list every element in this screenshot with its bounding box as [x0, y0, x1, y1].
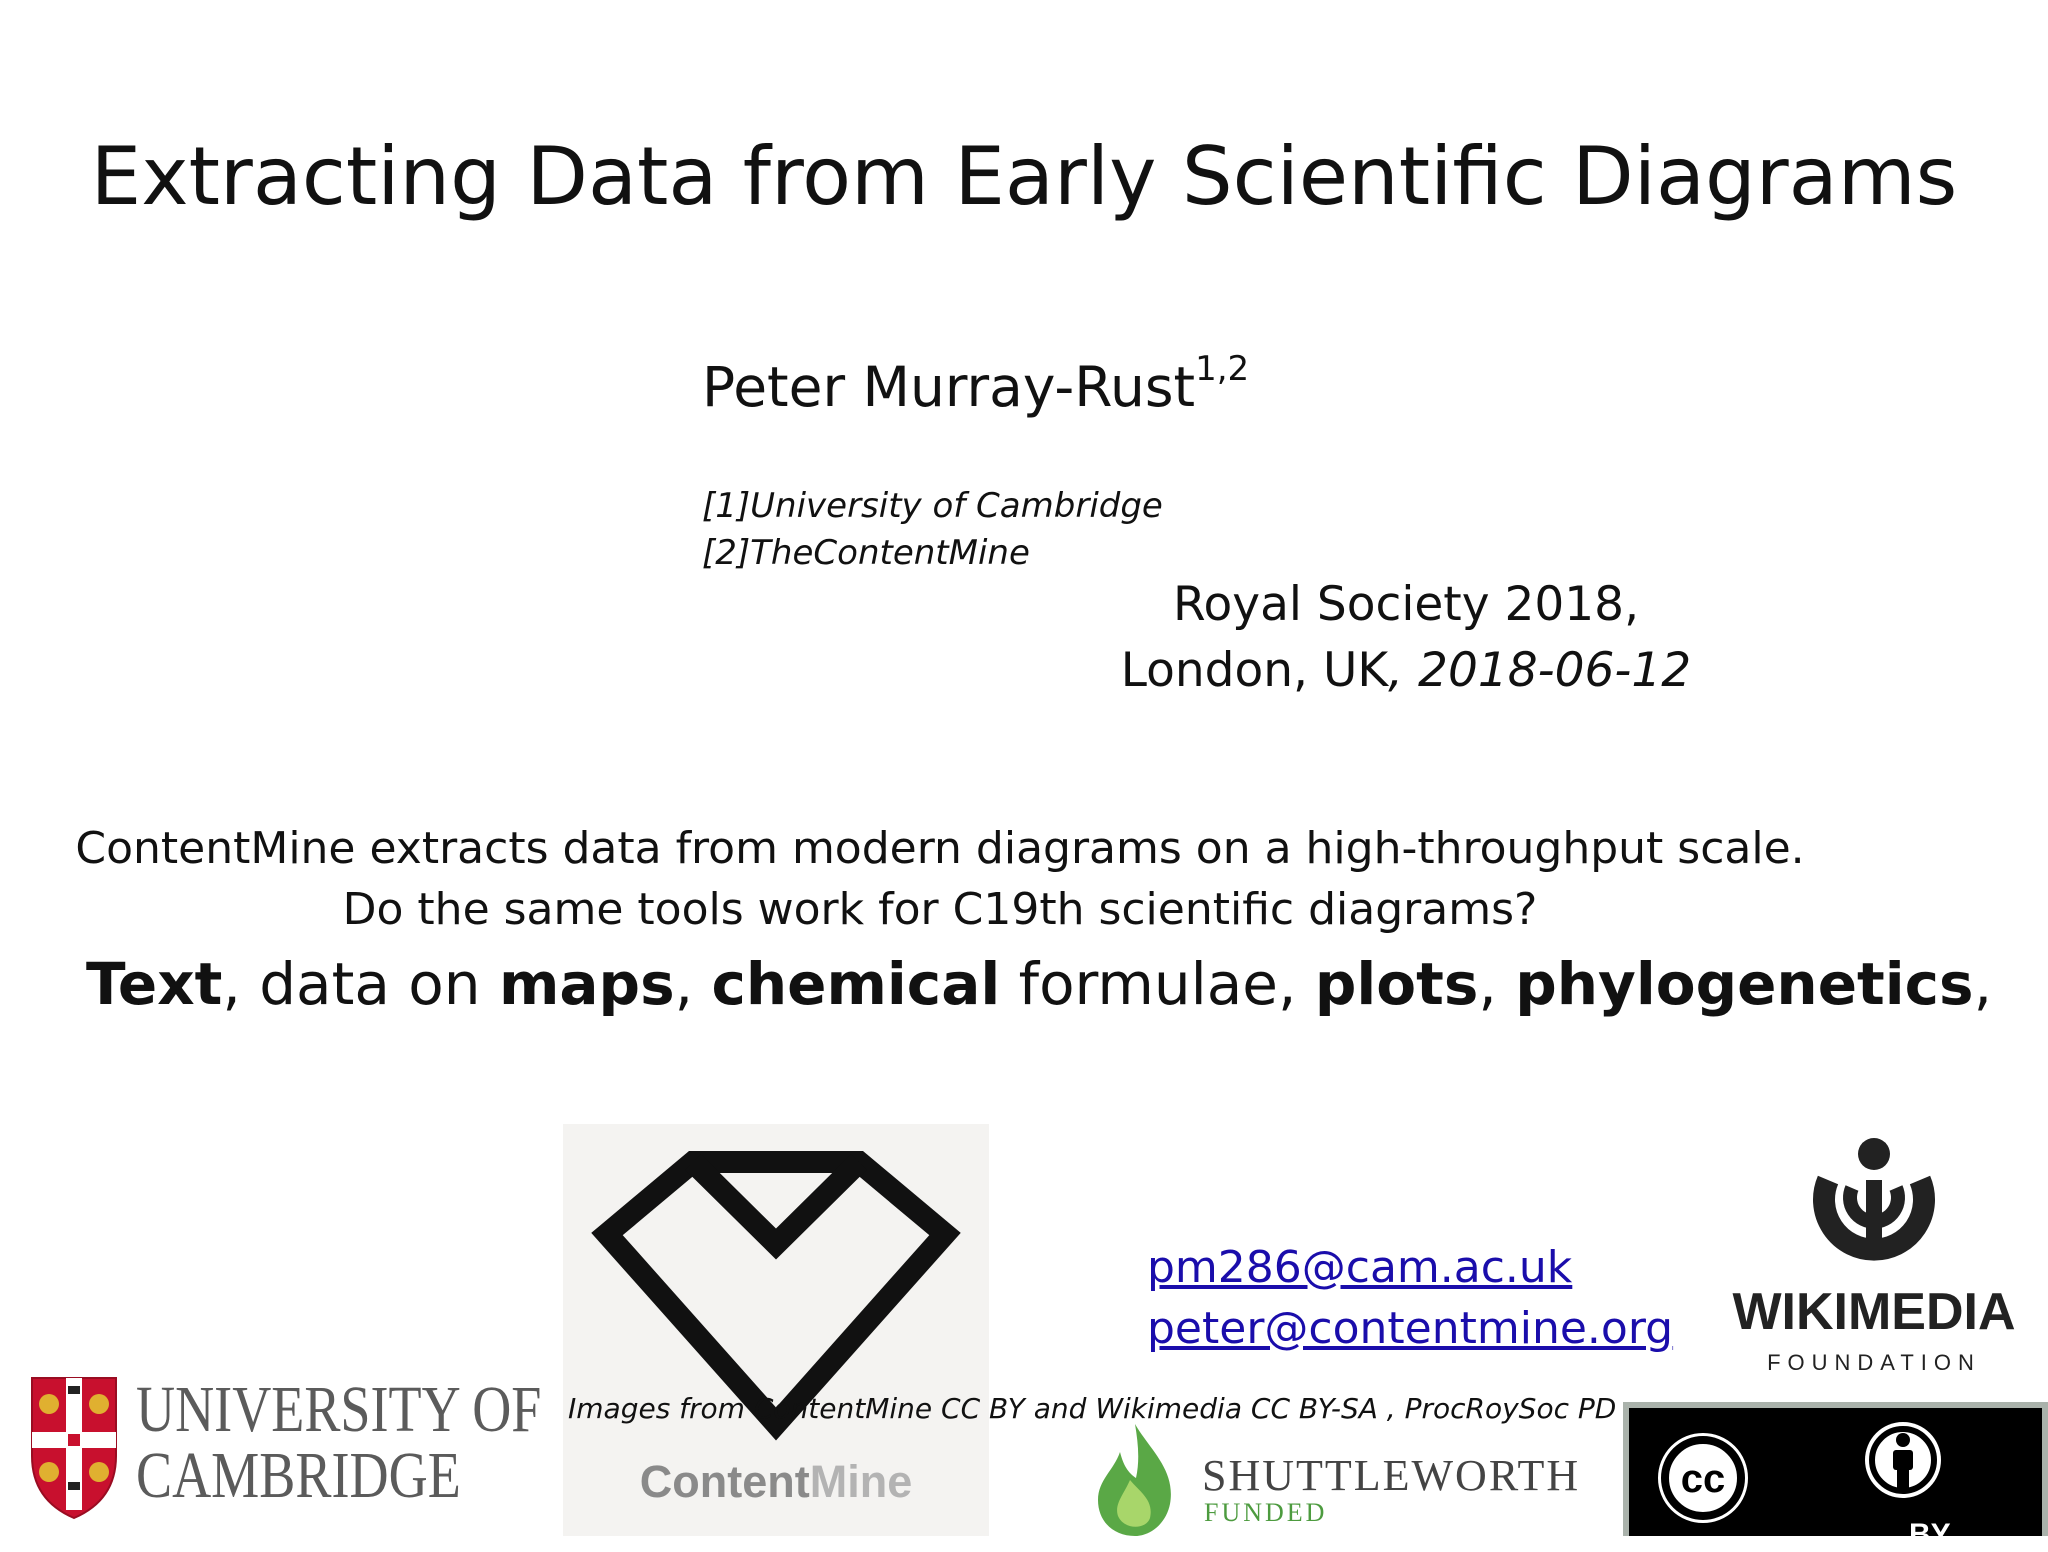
svg-text:cc: cc — [1680, 1457, 1726, 1501]
topic-phylogenetics: phylogenetics — [1515, 950, 1974, 1018]
author-name-text: Peter Murray-Rust — [702, 355, 1196, 419]
shuttleworth-funded: FUNDED — [1204, 1498, 1328, 1527]
cc-badge-body — [1629, 1408, 2042, 1551]
slide-title: Extracting Data from Early Scientific Diagrams — [90, 130, 1958, 223]
venue-line-2 — [1116, 643, 1696, 698]
cambridge-line-1: UNIVERSITY OF — [136, 1373, 542, 1446]
email-link-cam[interactable]: pm286@cam.ac.uk — [1147, 1242, 1573, 1293]
wikimedia-logo — [1700, 1130, 2048, 1390]
contentmine-word-mine: Mine — [809, 1456, 913, 1507]
venue-date: , 2018-06-12 — [1388, 643, 1692, 698]
wikimedia-foundation: FOUNDATION — [1767, 1350, 1981, 1375]
author-superscript: 1,2 — [1195, 349, 1250, 389]
image-credits: Images from ContentMine CC BY and Wikimedia CC BY-SA , ProcRoySoc PD — [568, 1392, 1617, 1425]
contentmine-logo — [563, 1124, 989, 1536]
wikimedia-name: WIKIMEDIA — [1732, 1283, 2016, 1341]
cambridge-logo — [28, 1372, 542, 1522]
topic-maps: maps — [498, 950, 675, 1018]
venue-line-1: Royal Society 2018, — [1172, 577, 1640, 632]
cambridge-line-2: CAMBRIDGE — [136, 1439, 461, 1512]
wikimedia-icon — [1700, 1130, 2048, 1280]
email-link-contentmine[interactable]: peter@contentmine.org — [1147, 1303, 1674, 1354]
topic-sep-2: , — [674, 950, 712, 1018]
topic-sep-5: , — [1973, 950, 1993, 1018]
topic-chemical: chemical — [711, 950, 1001, 1018]
cc-license-badge — [1623, 1402, 2048, 1551]
abstract-line-1: ContentMine extracts data from modern diagrams on a high-throughput scale. — [75, 823, 1805, 874]
contentmine-word-content: Content — [639, 1456, 810, 1507]
topic-text: Text — [86, 950, 223, 1018]
cambridge-crest-icon — [28, 1372, 120, 1520]
cc-license-icon — [1629, 1408, 2042, 1536]
topic-sep-1: , data on — [222, 950, 499, 1018]
topic-sep-3: formulae, — [1000, 950, 1315, 1018]
affiliation-2: [2]TheContentMine — [702, 533, 1030, 573]
affiliation-1: [1]University of Cambridge — [702, 486, 1163, 526]
topics-line — [86, 950, 1992, 1018]
contentmine-wordmark — [563, 1456, 989, 1508]
cc-by-label: BY — [1909, 1518, 1951, 1551]
shuttleworth-logo — [1080, 1420, 1580, 1536]
abstract-line-2: Do the same tools work for C19th scientific diagrams? — [342, 884, 1538, 935]
topic-sep-4: , — [1478, 950, 1516, 1018]
green-flame-icon — [1080, 1420, 1190, 1536]
shuttleworth-name: SHUTTLEWORTH — [1202, 1451, 1581, 1500]
topic-plots: plots — [1314, 950, 1479, 1018]
author-name — [702, 349, 1250, 419]
venue-location: London, UK — [1120, 643, 1389, 698]
